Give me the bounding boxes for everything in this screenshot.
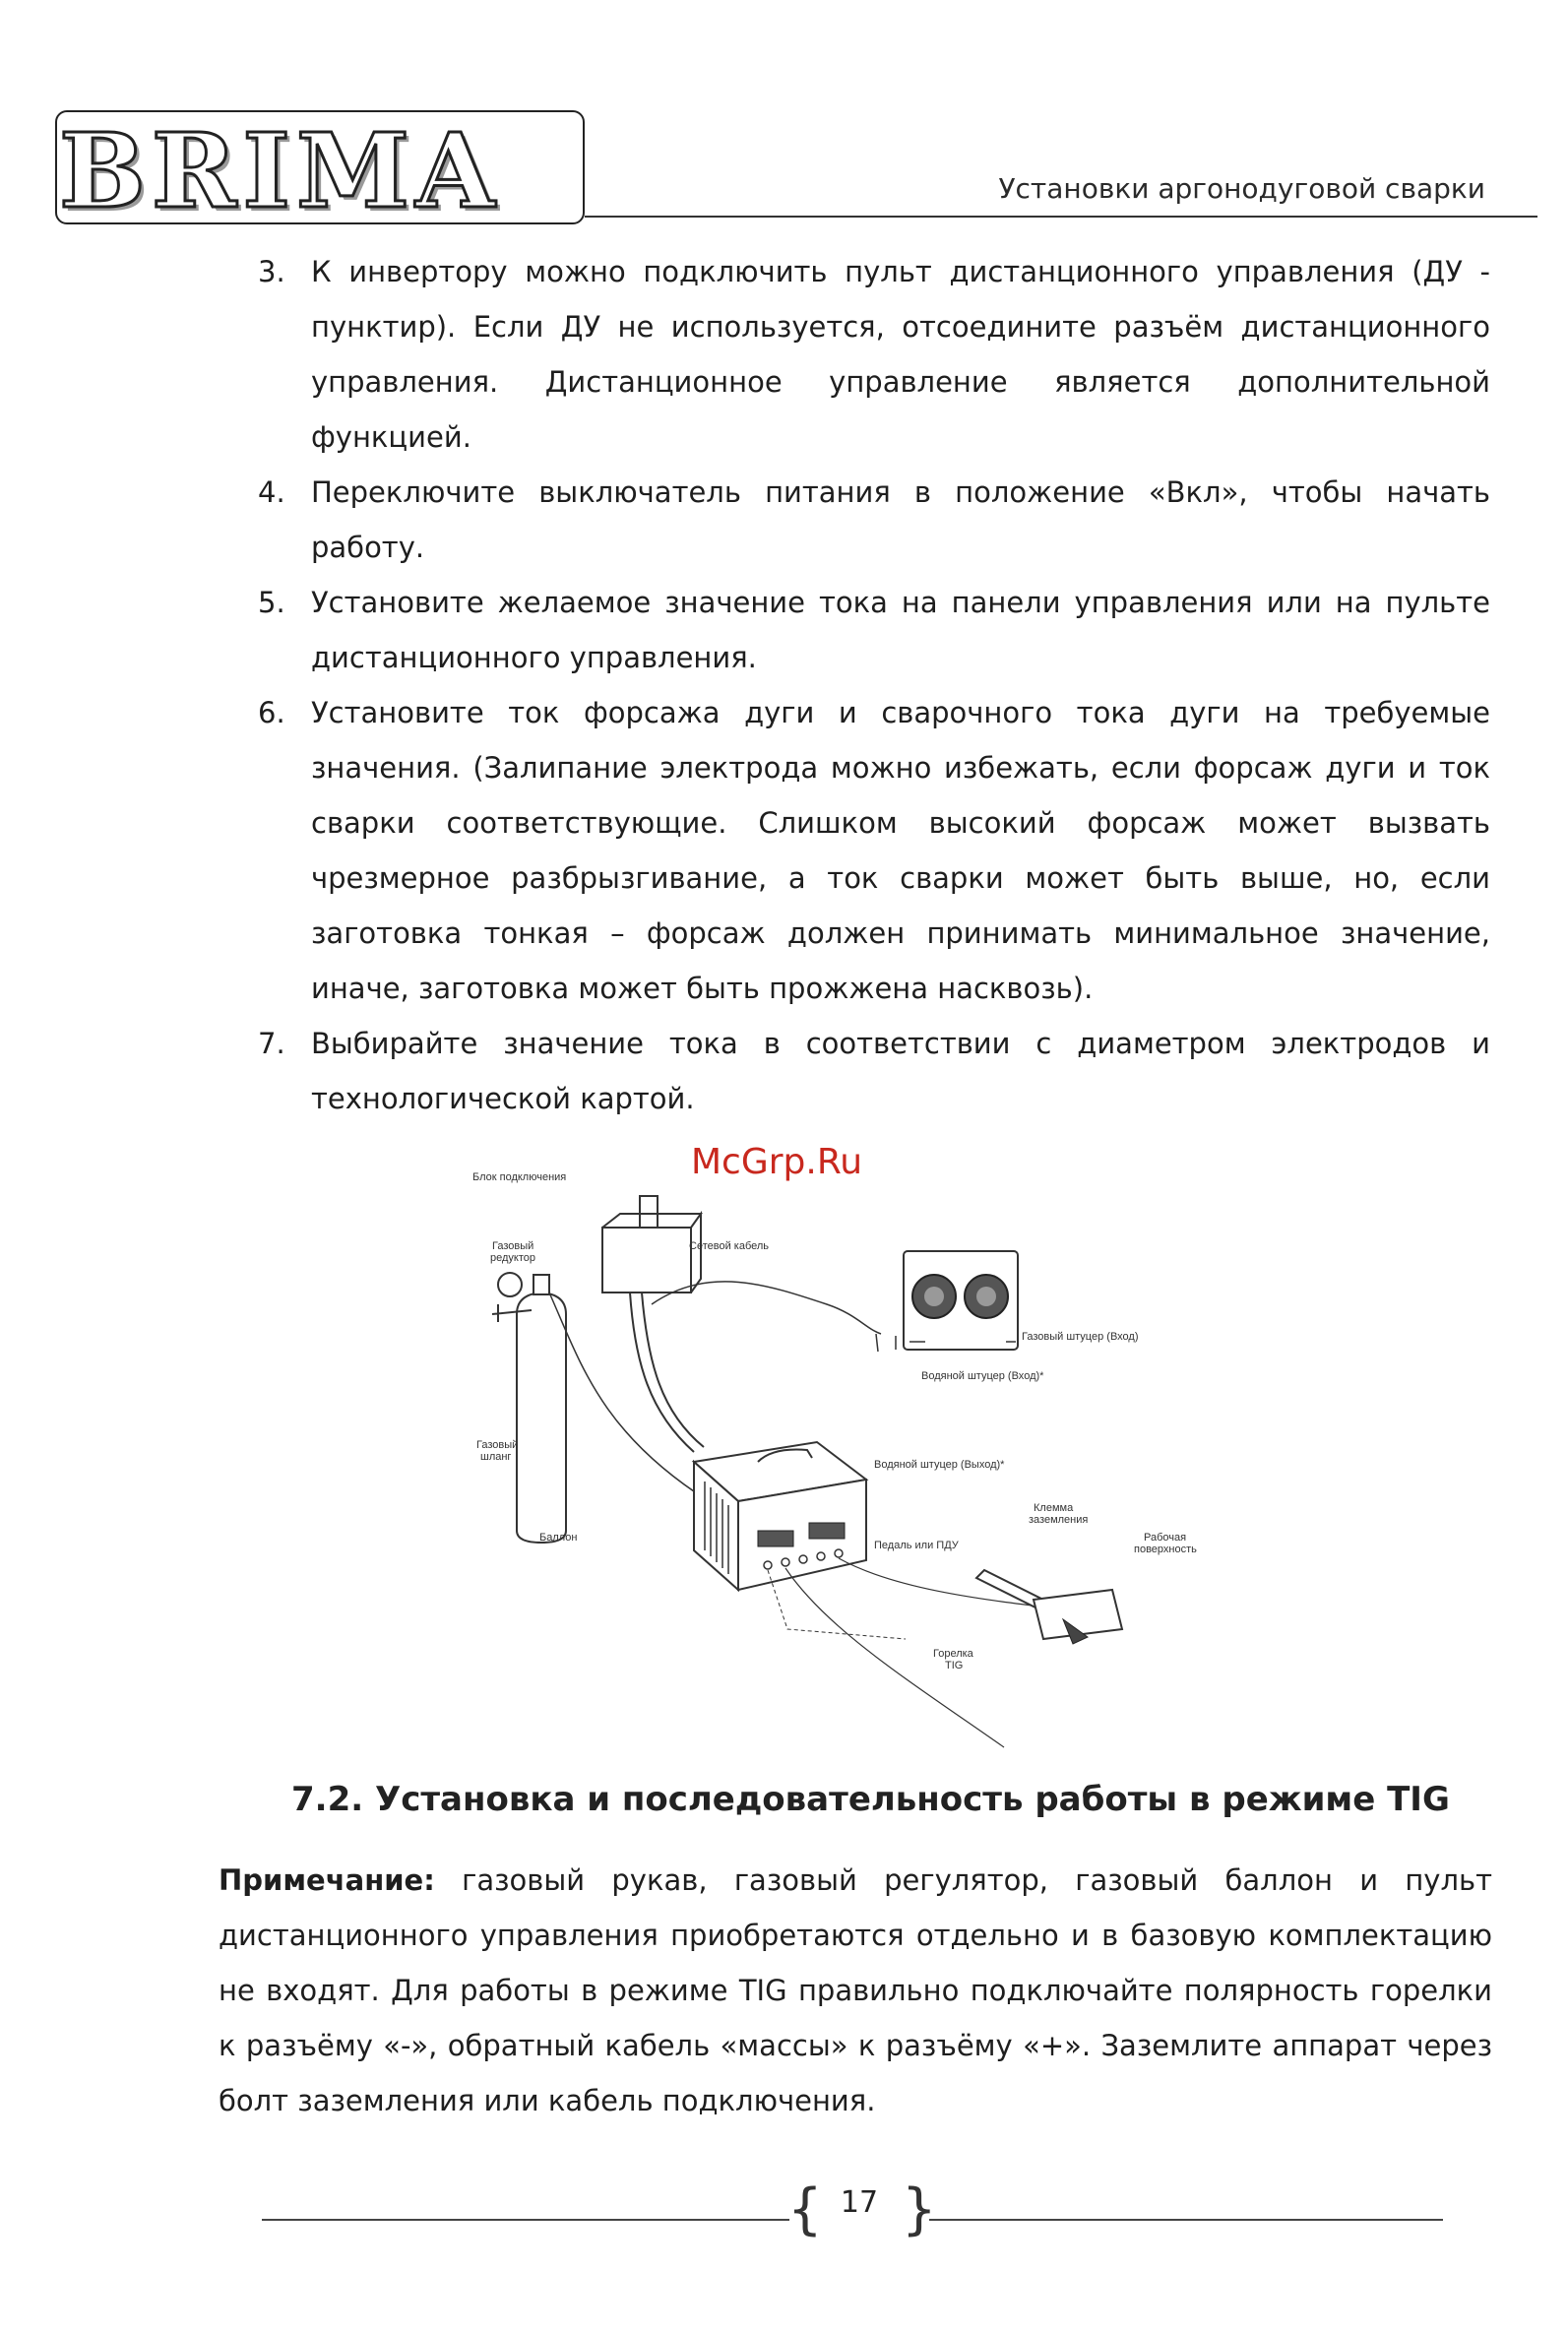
list-item: [258, 244, 1490, 465]
connection-diagram: [433, 1166, 1260, 1757]
section-title: 7.2. Установка и последовательность работы в режиме TIG: [291, 1780, 1450, 1819]
list-item: [258, 575, 1490, 685]
step-text: Переключите выключатель питания в положение «Вкл», чтобы начать работу.: [311, 475, 1490, 564]
gas-cylinder-shape: [517, 1293, 566, 1543]
step-number: 4.: [258, 475, 285, 509]
note-label: Примечание:: [219, 1863, 435, 1897]
label-clamp-2: заземления: [1029, 1514, 1089, 1526]
footer-brace-right: }: [902, 2177, 937, 2241]
note-paragraph: [219, 1853, 1492, 2128]
label-mains-cable: Сетевой кабель: [689, 1240, 770, 1252]
footer-divider-right: [929, 2219, 1443, 2221]
label-pedal: Педаль или ПДУ: [874, 1540, 959, 1551]
label-torch-2: TIG: [945, 1660, 964, 1671]
steps-list: [258, 244, 1490, 1126]
footer-brace-left: {: [787, 2177, 823, 2241]
label-work-surface: Рабочая: [1144, 1532, 1187, 1544]
label-gas-hose: Газовый: [476, 1439, 519, 1451]
footer-divider-left: [262, 2219, 789, 2221]
list-item: [258, 685, 1490, 1016]
step-number: 5.: [258, 586, 285, 619]
label-gas-inlet: Газовый штуцер (Вход): [1022, 1331, 1139, 1343]
label-gas-reducer-2: редуктор: [490, 1252, 535, 1264]
step-number: 6.: [258, 696, 285, 729]
box-terminal: [640, 1196, 658, 1228]
display-panel: [758, 1531, 793, 1546]
list-item: [258, 1016, 1490, 1126]
label-connection-box: Блок подключения: [472, 1171, 567, 1183]
label-gas-hose-2: шланг: [480, 1451, 512, 1463]
label-clamp: Клемма: [1034, 1502, 1074, 1514]
label-water-outlet: Водяной штуцер (Выход)*: [874, 1459, 1005, 1471]
step-number: 3.: [258, 255, 285, 288]
list-item: [258, 465, 1490, 575]
display-panel: [809, 1523, 845, 1539]
label-work-surface-2: поверхность: [1134, 1544, 1197, 1555]
step-number: 7.: [258, 1027, 285, 1060]
header-title: Установки аргонодуговой сварки: [998, 172, 1485, 205]
step-text: Установите желаемое значение тока на панели управления или на пульте дистанционного управления.: [311, 586, 1490, 674]
label-gas-reducer: Газовый: [492, 1240, 534, 1252]
watermark: McGrp.Ru: [691, 1142, 863, 1182]
step-text: К инвертору можно подключить пульт дистанционного управления (ДУ - пунктир). Если ДУ не используется, отсоедините разъём дистанционного управления. Дистанционное управление является дополнительной функцией.: [311, 255, 1490, 454]
label-cylinder: Баллон: [539, 1532, 578, 1544]
header-divider: [585, 216, 1537, 218]
step-text: Установите ток форсажа дуги и сварочного тока дуги на требуемые значения. (Залипание электрода можно избежать, если форсаж дуги и ток сварки соответствующие. Слишком высокий форсаж может вызвать чрезмерное разбрызгивание, а ток сварки может быть выше, но, если заготовка тонкая – форсаж должен принимать минимальное значение, иначе, заготовка может быть прожжена насквозь).: [311, 696, 1490, 1005]
step-text: Выбирайте значение тока в соответствии с диаметром электродов и технологической картой.: [311, 1027, 1490, 1115]
label-torch: Горелка: [933, 1648, 973, 1660]
regulator-gauge-icon: [498, 1273, 522, 1296]
page-number: 17: [840, 2185, 879, 2220]
label-water-inlet: Водяной штуцер (Вход)*: [921, 1370, 1044, 1382]
connection-box-shape: [602, 1228, 691, 1293]
brand-logo: BRIMA: [59, 110, 501, 231]
note-text: газовый рукав, газовый регулятор, газовый баллон и пульт дистанционного управления приобретаются отдельно и в базовую комплектацию не входят. Для работы в режиме TIG правильно подключайте полярность горелки к разъёму «-», обратный кабель «массы» к разъёму «+». Заземлите аппарат через болт заземления или кабель подключения.: [219, 1863, 1492, 2117]
